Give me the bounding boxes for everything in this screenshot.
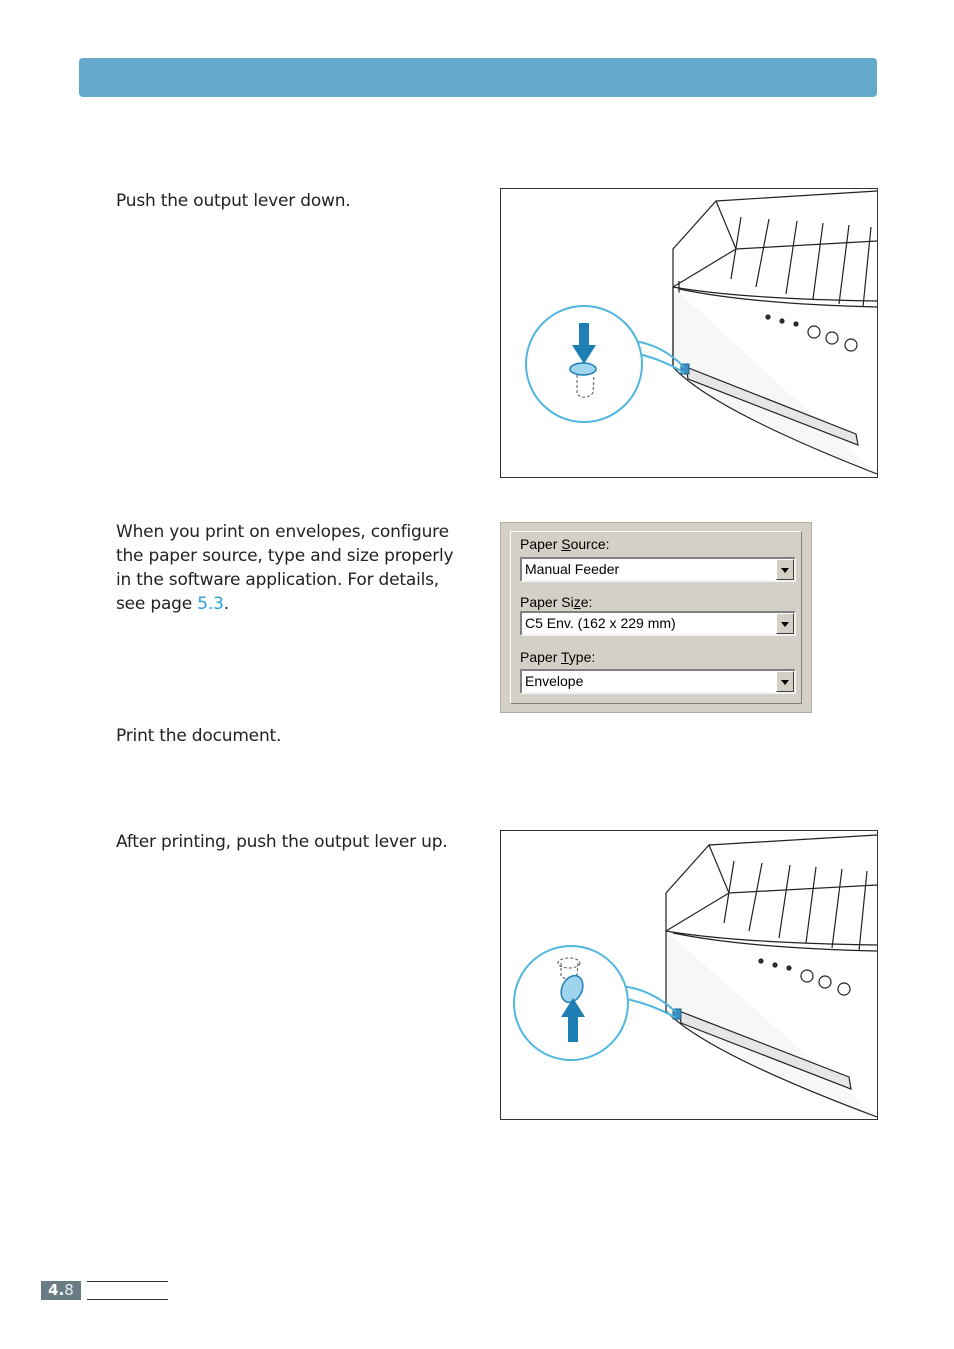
paper-type-label: Paper Type: (520, 649, 596, 665)
step-configure-envelope: When you print on envelopes, configure the paper source, type and size properly in the software application. For details, see page 5.3. (116, 522, 454, 614)
paper-size-label: Paper Size: (520, 594, 593, 610)
step-output-lever-up: After printing, push the output lever up. (116, 832, 448, 852)
printer-lever-up-illustration (501, 831, 877, 1119)
printer-lever-down-illustration (501, 189, 877, 477)
page-number: 4.8 (41, 1281, 81, 1300)
chevron-down-icon[interactable] (776, 671, 794, 692)
page-link[interactable]: 5.3 (197, 594, 224, 614)
figure-lever-down (500, 188, 878, 478)
step-output-lever-down: Push the output lever down. (116, 191, 351, 211)
chapter-header-bar (79, 58, 877, 97)
paper-source-select[interactable]: Manual Feeder (520, 557, 796, 582)
chevron-down-icon[interactable] (776, 613, 794, 634)
paper-size-select[interactable]: C5 Env. (162 x 229 mm) (520, 611, 796, 636)
footer-rule (87, 1281, 168, 1282)
footer-rule (87, 1299, 168, 1300)
paper-type-select[interactable]: Envelope (520, 669, 796, 694)
figure-lever-up (500, 830, 878, 1120)
step-print-document: Print the document. (116, 726, 282, 746)
paper-source-label: Paper Source: (520, 536, 610, 552)
chevron-down-icon[interactable] (776, 559, 794, 580)
paper-settings-dialog (500, 522, 812, 713)
